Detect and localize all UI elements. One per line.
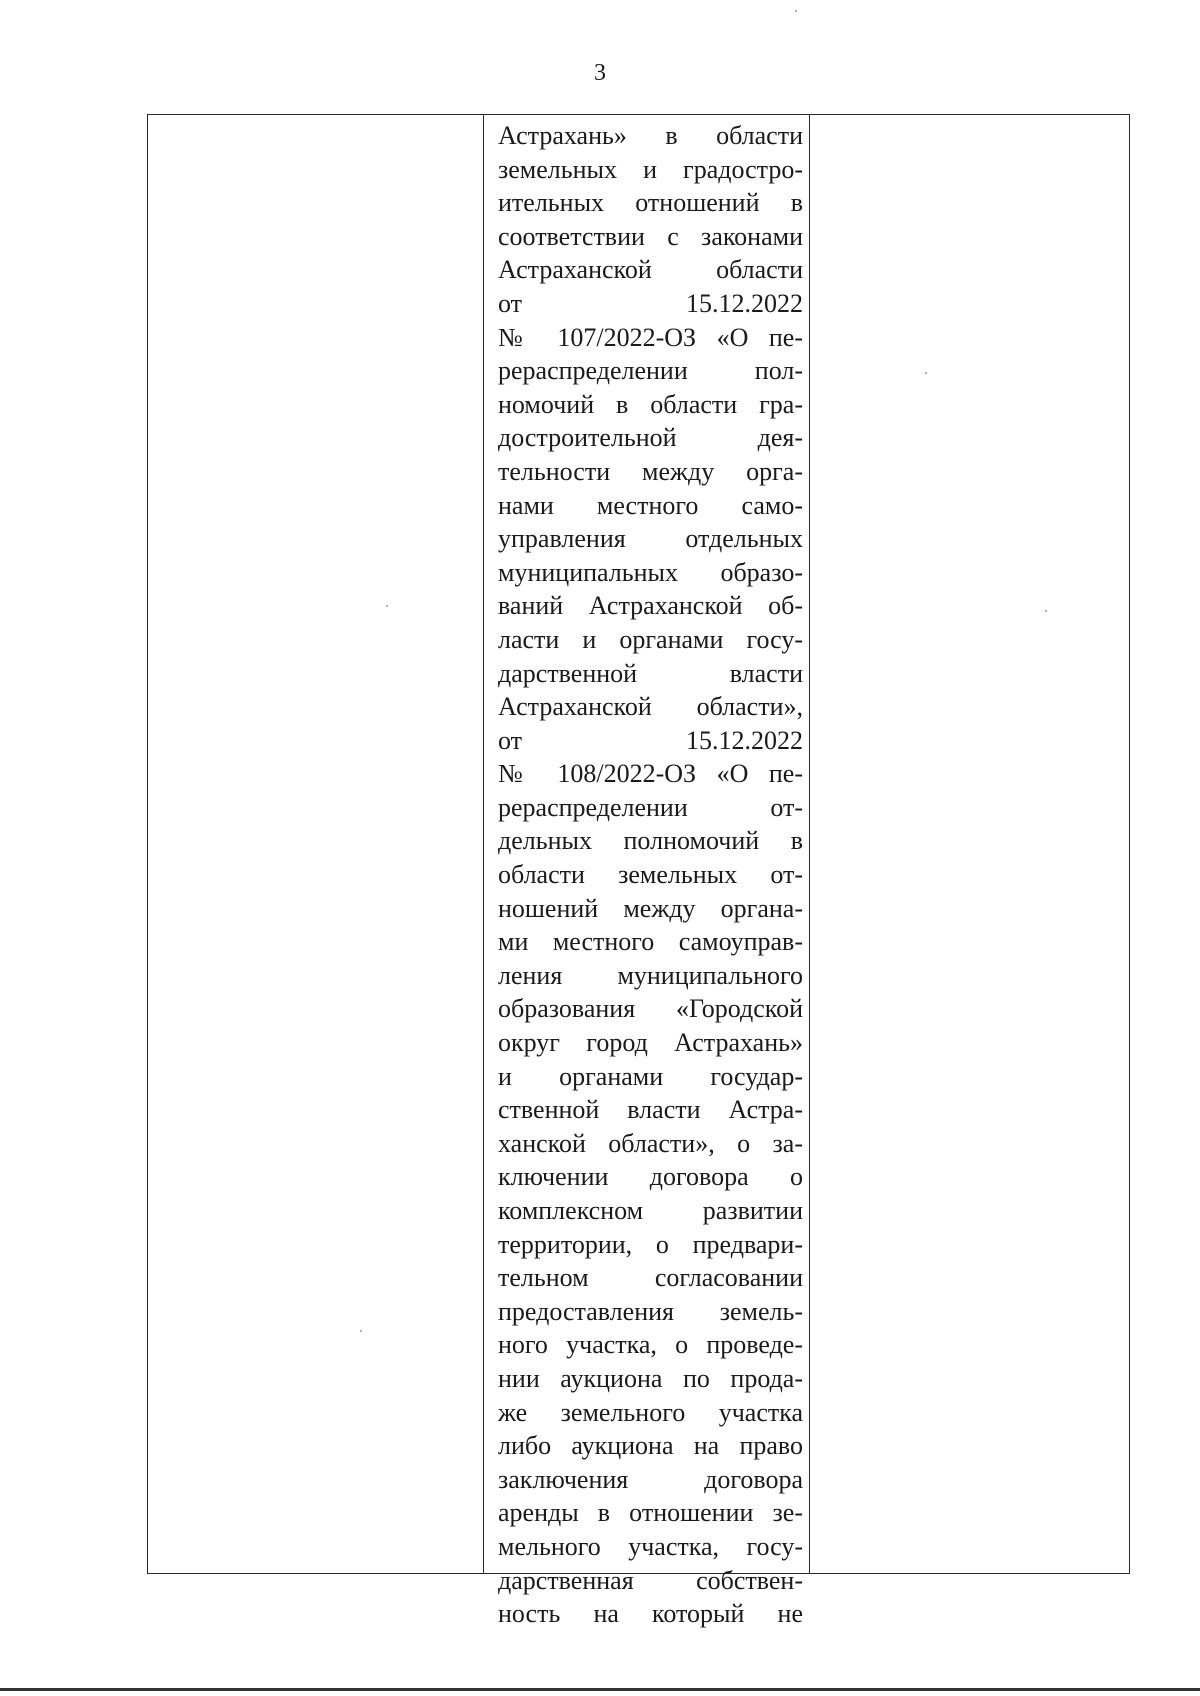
cell-text-line: Астраханской области xyxy=(498,255,803,285)
cell-text-line: достроительной дея- xyxy=(498,423,803,453)
cell-text-line: образования «Городской xyxy=(498,994,803,1024)
cell-text-line: территории, о предвари- xyxy=(498,1229,803,1259)
bottom-edge-rule xyxy=(0,1688,1200,1691)
scan-speck xyxy=(925,372,927,374)
page-number: 3 xyxy=(594,60,606,86)
cell-text-line: округ город Астрахань» xyxy=(498,1028,803,1058)
cell-text-line: № 107/2022-ОЗ «О пе- xyxy=(498,322,803,352)
cell-text-line: ственной власти Астра- xyxy=(498,1095,803,1125)
cell-text-line: муниципальных образо- xyxy=(498,557,803,587)
cell-text-line: ключении договора о xyxy=(498,1162,803,1192)
cell-text-line: рераспределении пол- xyxy=(498,356,803,386)
cell-text-line: ваний Астраханской об- xyxy=(498,591,803,621)
cell-text-line: и органами государ- xyxy=(498,1061,803,1091)
cell-text-line: дарственной власти xyxy=(498,658,803,688)
cell-text-line: комплексном развитии xyxy=(498,1196,803,1225)
cell-text-line: дельных полномочий в xyxy=(498,826,803,856)
cell-text-line: нии аукциона по прода- xyxy=(498,1363,803,1393)
cell-text-line: Астрахань» в области xyxy=(498,121,803,150)
scan-speck xyxy=(795,10,797,12)
table-cell-left xyxy=(148,115,484,1573)
cell-text-line: земельных и градостро- xyxy=(498,154,803,184)
cell-text-line: заключения договора xyxy=(498,1464,803,1494)
cell-text-line: ми местного самоуправ- xyxy=(498,927,803,957)
cell-text-line: предоставления земель- xyxy=(498,1296,803,1326)
cell-text-line: рераспределении от- xyxy=(498,792,803,822)
cell-text-line: аренды в отношении зе- xyxy=(498,1498,803,1528)
cell-text-line: нами местного само- xyxy=(498,490,803,520)
scan-speck xyxy=(1045,610,1047,612)
cell-text-line: соответствии с законами xyxy=(498,221,803,251)
cell-text-line: Астраханской области», xyxy=(498,692,803,722)
cell-text-line: от 15.12.2022 xyxy=(498,725,803,755)
cell-text-line: номочий в области гра- xyxy=(498,389,803,419)
cell-text-line: тельности между орга- xyxy=(498,456,803,486)
cell-text-line: дарственная собствен- xyxy=(498,1565,803,1595)
document-table xyxy=(147,114,1130,1629)
table-cell-middle xyxy=(484,115,810,1629)
cell-text-line: ласти и органами госу- xyxy=(498,624,803,654)
table-cell-right xyxy=(810,115,1129,1573)
cell-text-line: ного участка, о проведе- xyxy=(498,1330,803,1360)
cell-text-line: ханской области», о за- xyxy=(498,1128,803,1158)
cell-text-line: ношений между органа- xyxy=(498,893,803,923)
scan-speck xyxy=(386,605,388,607)
cell-text-line: либо аукциона на право xyxy=(498,1431,803,1461)
cell-text-line: ительных отношений в xyxy=(498,188,803,218)
cell-text-line: № 108/2022-ОЗ «О пе- xyxy=(498,759,803,789)
scan-speck xyxy=(360,1330,362,1332)
cell-text-line: мельного участка, госу- xyxy=(498,1531,803,1561)
cell-text-line: же земельного участка xyxy=(498,1397,803,1427)
cell-text-line: от 15.12.2022 xyxy=(498,288,803,318)
cell-text-line: управления отдельных xyxy=(498,524,803,554)
cell-text-line: ность на который не xyxy=(498,1599,803,1629)
cell-text-line: области земельных от- xyxy=(498,860,803,890)
cell-text-line: тельном согласовании xyxy=(498,1263,803,1293)
cell-text-line: ления муниципального xyxy=(498,960,803,990)
